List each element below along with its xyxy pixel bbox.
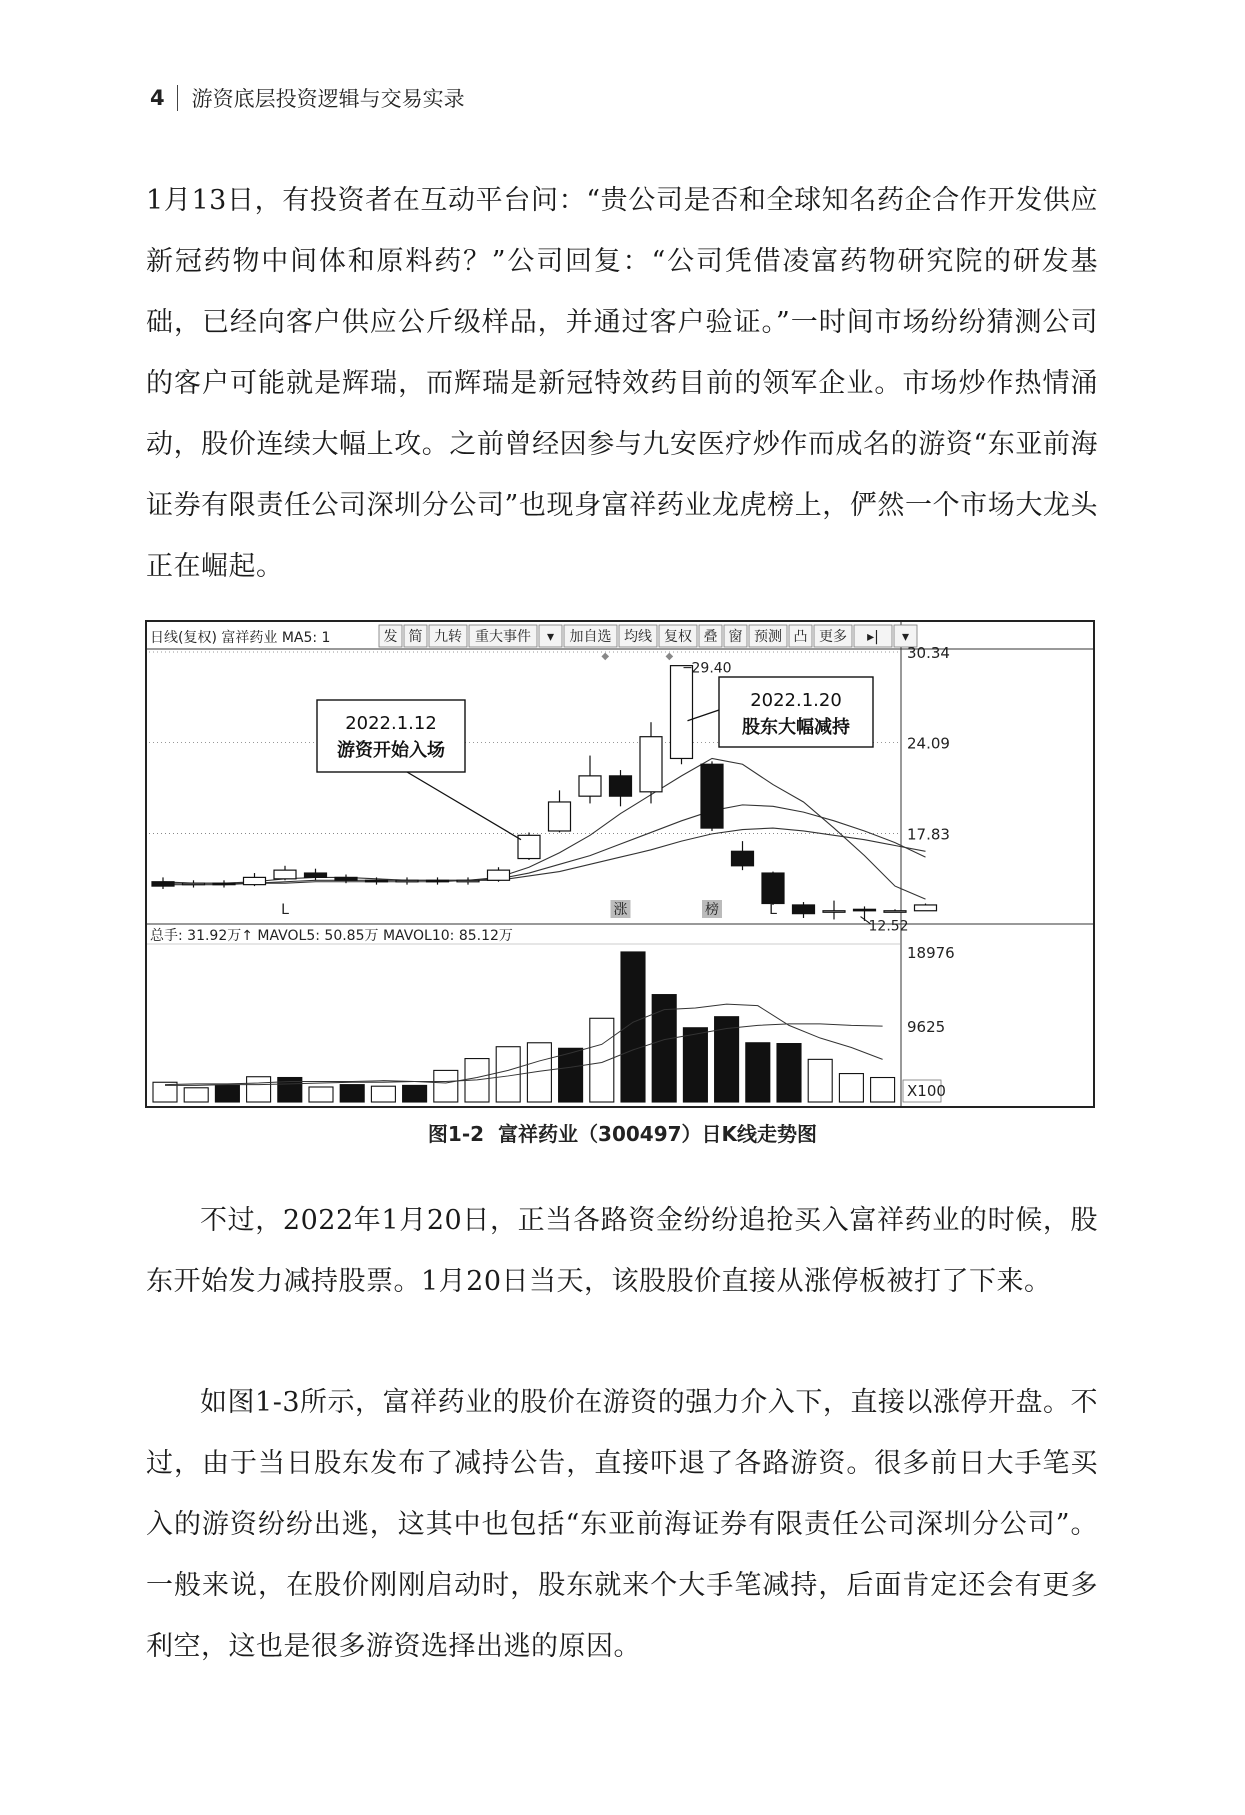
candle-body — [274, 870, 296, 879]
volume-bar — [590, 1018, 614, 1102]
event-diamond: ◆ — [665, 651, 674, 662]
high-label: 29.40 — [691, 660, 732, 677]
paragraph-1: 1月13日，有投资者在互动平台问：“贵公司是否和全球知名药企合作开发供应新冠药物中间体和原料药？”公司回复：“公司凭借凌富药物研究院的研发基础，已经向客户供应公斤级样品，并通过客户验证。”一时间市场纷纷猜测公司的客户可能就是辉瑞，而辉瑞是新冠特效药目前的领军企业。市场炒作热情涌动，股价连续大幅上攻。之前曾经因参与九安医疗炒作而成名的游资“东亚前海证券有限责任公司深圳分公司”也现身富祥药业龙虎榜上，俨然一个市场大龙头正在崛起。 — [146, 185, 1098, 582]
price-axis-label: 24.09 — [907, 734, 950, 753]
candle-body — [854, 909, 876, 911]
candle-body — [305, 873, 327, 877]
kline-chart — [147, 622, 1093, 1106]
marker-l: L — [769, 902, 777, 918]
candle-body — [762, 873, 784, 903]
event-diamond: ◆ — [601, 651, 610, 662]
volume-ma-line — [165, 1004, 883, 1085]
candle-body — [244, 877, 266, 884]
candle-body — [396, 880, 418, 882]
toolbar-button-label: ▸| — [867, 629, 879, 645]
candle-body — [701, 764, 723, 828]
annotation-box — [317, 700, 465, 772]
marker-text: 榜 — [705, 902, 719, 918]
marker-text: 涨 — [613, 902, 628, 918]
volume-bar — [621, 952, 645, 1102]
toolbar-button-label: 重大事件 — [475, 629, 531, 645]
running-head — [150, 80, 465, 116]
volume-bar — [309, 1087, 333, 1102]
volume-bar — [683, 1028, 707, 1102]
toolbar-button-label: 九转 — [434, 629, 462, 645]
annotation-date: 2022.1.12 — [345, 713, 437, 734]
toolbar-button-label: 叠 — [703, 629, 718, 645]
toolbar-button-label: ▾ — [546, 629, 555, 645]
page-number: 4 — [150, 86, 165, 110]
candle-body — [335, 877, 357, 880]
candle-body — [610, 776, 632, 796]
candle-body — [427, 880, 449, 882]
candle-body — [640, 737, 662, 792]
volume-ma-line — [165, 1024, 883, 1086]
candle-body — [579, 776, 601, 796]
annotation-text: 游资开始入场 — [337, 740, 445, 761]
volume-header: 总手: 31.92万↑ MAVOL5: 50.85万 MAVOL10: 85.12万 — [150, 928, 513, 944]
candle-body — [213, 883, 235, 885]
volume-bar — [652, 995, 676, 1102]
header-divider — [177, 85, 178, 111]
volume-bar — [559, 1048, 583, 1102]
annotation-date: 2022.1.20 — [750, 690, 842, 711]
candle-body — [793, 905, 815, 914]
kline-figure — [145, 620, 1095, 1108]
volume-bar — [371, 1086, 395, 1102]
annotation-text: 股东大幅减持 — [742, 717, 850, 738]
toolbar-button-label: 加自选 — [569, 629, 612, 645]
volume-bar — [184, 1088, 208, 1102]
book-title: 游资底层投资逻辑与交易实录 — [191, 87, 465, 111]
toolbar-button-label: 发 — [383, 629, 398, 645]
volume-bar — [808, 1059, 832, 1102]
volume-bar — [340, 1085, 364, 1102]
price-axis-label: 17.83 — [907, 825, 950, 844]
candle-body — [457, 880, 479, 882]
volume-bar — [434, 1070, 458, 1102]
candle-body — [549, 802, 571, 831]
volume-bar — [247, 1077, 271, 1102]
volume-axis-label: 18976 — [907, 944, 955, 963]
figure-caption — [0, 1118, 1245, 1147]
toolbar-button-label: 均线 — [624, 629, 652, 645]
toolbar-button-label: ▾ — [901, 629, 910, 645]
toolbar-button-label: 更多 — [819, 629, 847, 645]
volume-bar — [403, 1085, 427, 1102]
annotation-arrow — [407, 772, 521, 840]
candle-body — [183, 883, 205, 885]
candle-body — [671, 666, 693, 759]
volume-bar — [839, 1074, 863, 1102]
volume-bar — [871, 1078, 895, 1102]
paragraph-2: 不过，2022年1月20日，正当各路资金纷纷追抢买入富祥药业的时候，股东开始发力减持股票。1月20日当天，该股股价直接从涨停板被打了下来。 — [146, 1205, 1098, 1297]
candle-body — [152, 882, 174, 886]
price-axis-label: 30.34 — [907, 644, 950, 662]
candle-body — [732, 851, 754, 866]
volume-axis-label: X100 — [907, 1082, 946, 1100]
toolbar-button-label: 预测 — [754, 629, 782, 645]
toolbar-button-label: 窗 — [728, 629, 743, 645]
candle-body — [884, 911, 906, 913]
candle-body — [823, 911, 845, 913]
toolbar-button-label: 简 — [408, 629, 423, 645]
paragraph-3: 如图1-3所示，富祥药业的股价在游资的强力介入下，直接以涨停开盘。不过，由于当日股东发布了减持公告，直接吓退了各路游资。很多前日大手笔买入的游资纷纷出逃，这其中也包括“东亚前海证券有限责任公司深圳分公司”。一般来说，在股价刚刚启动时，股东就来个大手笔减持，后面肯定还会有更多利空，这也是很多游资选择出逃的原因。 — [146, 1387, 1098, 1662]
chart-title: 日线(复权) 富祥药业 MA5: 1 — [150, 630, 331, 646]
volume-bar — [777, 1044, 801, 1102]
candle-body — [366, 880, 388, 882]
candle-body — [488, 870, 510, 880]
volume-axis-label: 9625 — [907, 1017, 946, 1036]
marker-l: L — [281, 902, 289, 918]
volume-bar — [215, 1085, 239, 1102]
figure-title: 富祥药业（300497）日K线走势图 — [498, 1122, 818, 1146]
toolbar-button-label: 复权 — [664, 629, 692, 645]
figure-number: 图1-2 — [427, 1122, 485, 1146]
volume-bar — [715, 1017, 739, 1102]
candle-body — [518, 835, 540, 858]
candle-body — [915, 905, 937, 911]
toolbar-button-label: 凸 — [793, 629, 808, 645]
low-label: 12.52 — [868, 918, 909, 935]
volume-bar — [746, 1043, 770, 1102]
